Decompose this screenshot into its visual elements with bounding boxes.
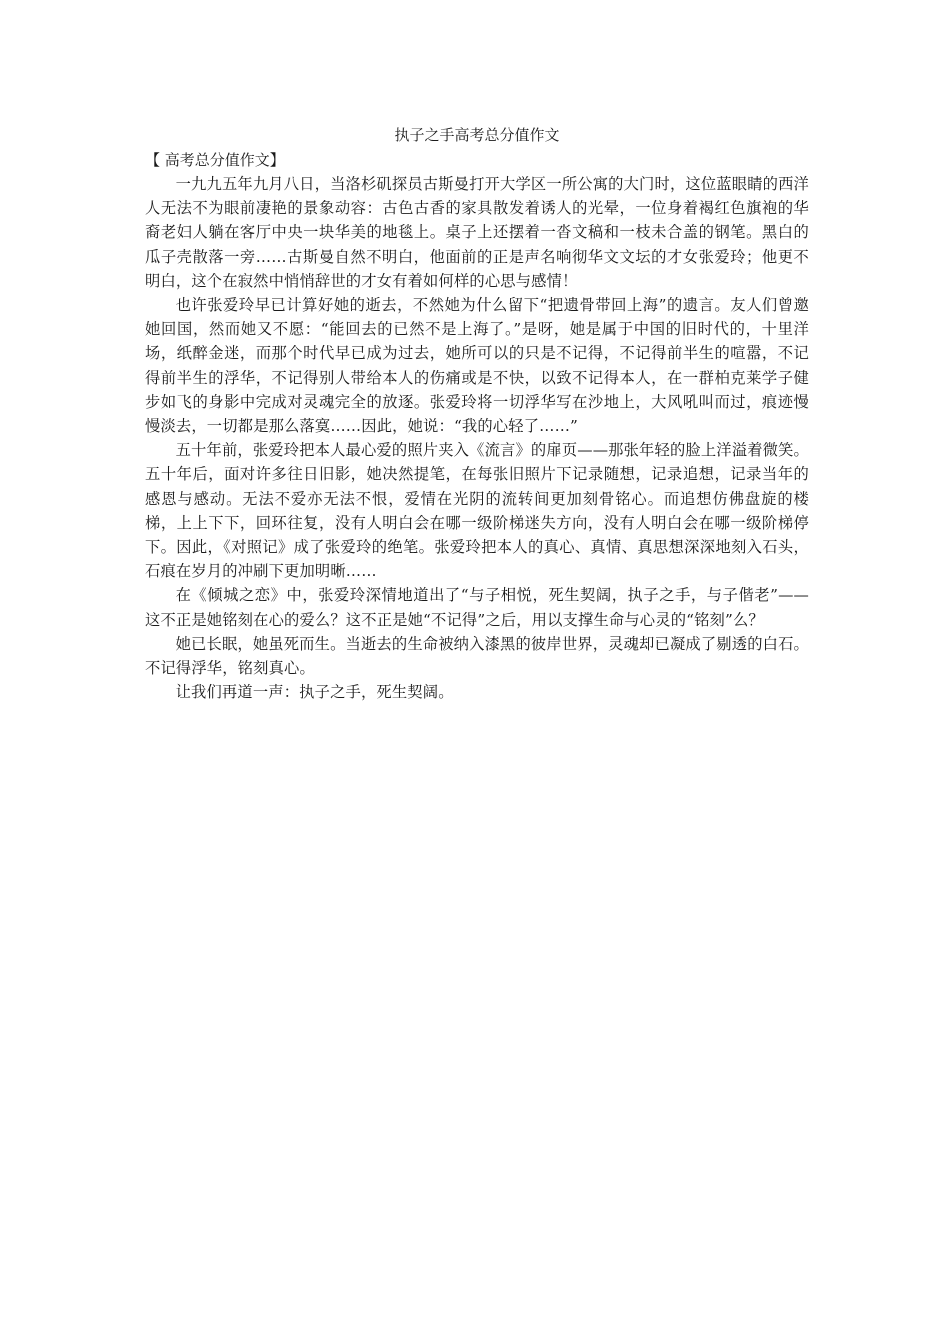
paragraph-4: 在《倾城之恋》中，张爱玲深情地道出了“与子相悦，死生契阔，执子之手，与子偕老”——这不正是她铭刻在心的爱么？这不正是她“不记得”之后，用以支撑生命与心灵的“铭刻”么？ [145, 586, 809, 629]
paragraph-2: 也许张爱玲早已计算好她的逝去，不然她为什么留下“把遗骨带回上海”的遗言。友人们曾邀她回国，然而她又不愿：“能回去的已然不是上海了。”是呀，她是属于中国的旧时代的，十里洋场，纸醉金迷，而那个时代早已成为过去，她所可以的只是不记得，不记得前半生的喧嚣，不记得前半生的浮华，不记得别人带给本人的伤痛或是不快，以致不记得本人，在一群柏克莱学子健步如飞的身影中完成对灵魂完全的放逐。张爱玲将一切浮华写在沙地上，大风吼叫而过，痕迹慢慢淡去，一切都是那么落寞……因此，她说：“我的心轻了……” [145, 296, 809, 436]
document-title: 执子之手高考总分值作文 [394, 126, 560, 144]
paragraph-3: 五十年前，张爱玲把本人最心爱的照片夹入《流言》的扉页——那张年轻的脸上洋溢着微笑。五十年后，面对许多往日旧影，她决然提笔，在每张旧照片下记录随想，记录追想，记录当年的感恩与感动。无法不爱亦无法不恨，爱情在光阴的流转间更加刻骨铭心。而追想仿佛盘旋的楼梯，上上下下，回环往复，没有人明白会在哪一级阶梯迷失方向，没有人明白会在哪一级阶梯停下。因此，《对照记》成了张爱玲的绝笔。张爱玲把本人的真心、真情、真思想深深地刻入石头，石痕在岁月的冲刷下更加明晰…… [145, 441, 809, 581]
paragraph-5: 她已长眠，她虽死而生。当逝去的生命被纳入漆黑的彼岸世界，灵魂却已凝成了剔透的白石。不记得浮华，铭刻真心。 [145, 634, 809, 678]
section-heading: 【 高考总分值作文】 [145, 151, 285, 169]
paragraph-6: 让我们再道一声：执子之手，死生契阔。 [175, 683, 454, 702]
document-page [145, 122, 809, 704]
paragraph-1: 一九九五年九月八日，当洛杉矶探员古斯曼打开大学区一所公寓的大门时，这位蓝眼睛的西洋人无法不为眼前凄艳的景象动容：古色古香的家具散发着诱人的光晕，一位身着褐红色旗袍的华裔老妇人躺在客厅中央一块华美的地毯上。桌子上还摆着一沓文稿和一枝未合盖的钢笔。黑白的瓜子壳散落一旁……古斯曼自然不明白，他面前的正是声名响彻华文文坛的才女张爱玲；他更不明白，这个在寂然中悄悄辞世的才女有着如何样的心思与感情！ [145, 175, 809, 290]
